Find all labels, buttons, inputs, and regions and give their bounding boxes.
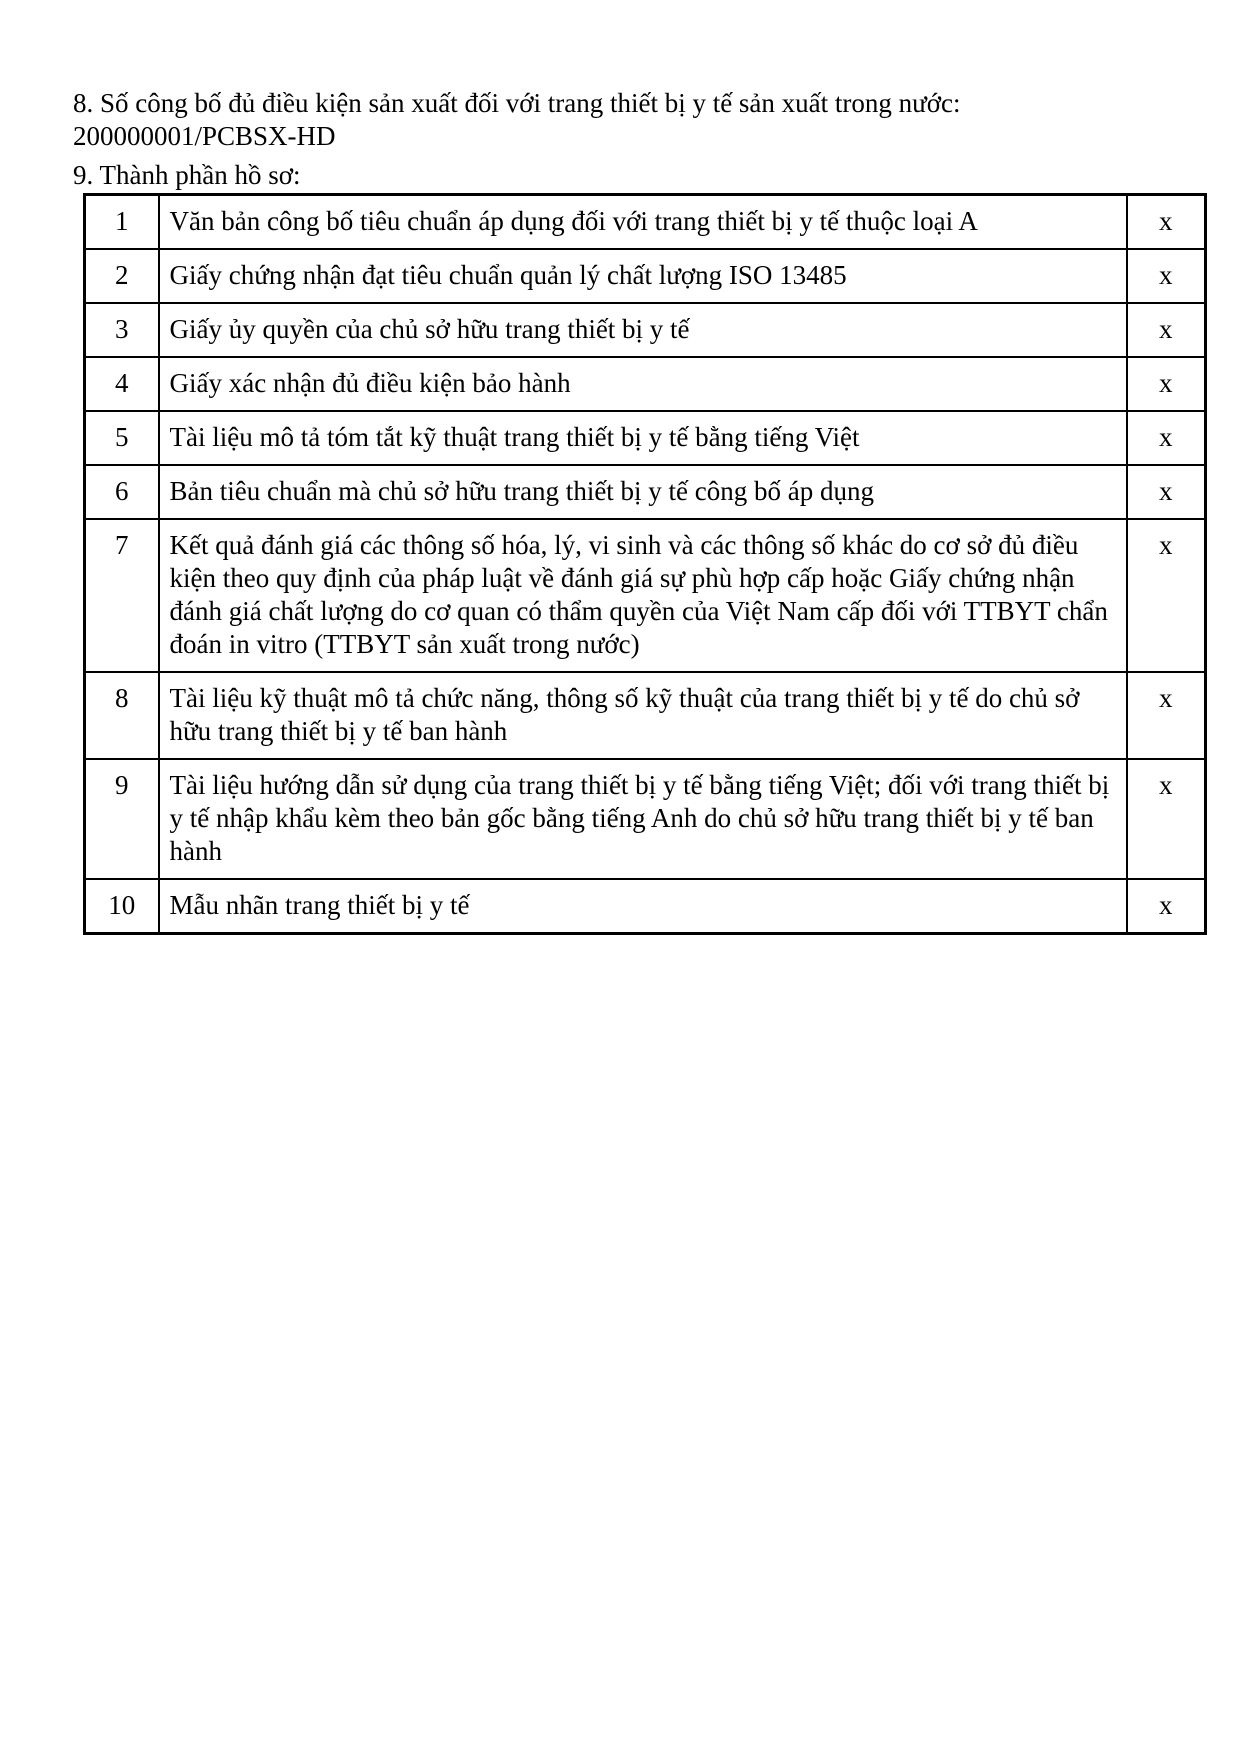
table-row <box>85 411 1206 465</box>
row-number-cell: 2 <box>85 249 159 303</box>
publication-number: 200000001/PCBSX-HD <box>73 121 336 151</box>
table-row <box>85 759 1206 879</box>
row-mark-cell: x <box>1127 759 1206 879</box>
row-number-cell: 8 <box>85 672 159 759</box>
section-8-heading <box>73 87 1204 153</box>
table-row <box>85 672 1206 759</box>
section-9-heading: 9. Thành phần hồ sơ: <box>73 160 301 190</box>
row-mark-cell: x <box>1127 411 1206 465</box>
row-description-cell: Giấy xác nhận đủ điều kiện bảo hành <box>159 357 1127 411</box>
row-mark-cell: x <box>1127 672 1206 759</box>
row-description-cell: Bản tiêu chuẩn mà chủ sở hữu trang thiết bị y tế công bố áp dụng <box>159 465 1127 519</box>
row-mark-cell: x <box>1127 249 1206 303</box>
row-number-cell: 10 <box>85 879 159 934</box>
row-mark-cell: x <box>1127 879 1206 934</box>
dossier-table-body <box>85 195 1206 934</box>
row-description-cell: Kết quả đánh giá các thông số hóa, lý, vi sinh và các thông số khác do cơ sở đủ điều kiện theo quy định của pháp luật về đánh giá sự phù hợp cấp hoặc Giấy chứng nhận đánh giá chất lượng do cơ quan có thẩm quyền của Việt Nam cấp đối với TTBYT chẩn đoán in vitro (TTBYT sản xuất trong nước) <box>159 519 1127 672</box>
row-number-cell: 5 <box>85 411 159 465</box>
section-8-text: 8. Số công bố đủ điều kiện sản xuất đối với trang thiết bị y tế sản xuất trong nước: <box>73 88 961 118</box>
row-number-cell: 6 <box>85 465 159 519</box>
table-row <box>85 249 1206 303</box>
table-row <box>85 879 1206 934</box>
row-mark-cell: x <box>1127 519 1206 672</box>
row-mark-cell: x <box>1127 195 1206 250</box>
table-row <box>85 357 1206 411</box>
row-number-cell: 7 <box>85 519 159 672</box>
table-row <box>85 465 1206 519</box>
row-description-cell: Giấy chứng nhận đạt tiêu chuẩn quản lý chất lượng ISO 13485 <box>159 249 1127 303</box>
table-row <box>85 303 1206 357</box>
row-description-cell: Tài liệu hướng dẫn sử dụng của trang thiết bị y tế bằng tiếng Việt; đối với trang thiết bị y tế nhập khẩu kèm theo bản gốc bằng tiếng Anh do chủ sở hữu trang thiết bị y tế ban hành <box>159 759 1127 879</box>
row-mark-cell: x <box>1127 357 1206 411</box>
row-description-cell: Mẫu nhãn trang thiết bị y tế <box>159 879 1127 934</box>
row-description-cell: Tài liệu mô tả tóm tắt kỹ thuật trang thiết bị y tế bằng tiếng Việt <box>159 411 1127 465</box>
row-mark-cell: x <box>1127 465 1206 519</box>
row-number-cell: 1 <box>85 195 159 250</box>
dossier-table <box>83 193 1207 935</box>
row-description-cell: Tài liệu kỹ thuật mô tả chức năng, thông số kỹ thuật của trang thiết bị y tế do chủ sở hữu trang thiết bị y tế ban hành <box>159 672 1127 759</box>
row-description-cell: Giấy ủy quyền của chủ sở hữu trang thiết bị y tế <box>159 303 1127 357</box>
row-number-cell: 3 <box>85 303 159 357</box>
table-row <box>85 519 1206 672</box>
row-number-cell: 4 <box>85 357 159 411</box>
row-mark-cell: x <box>1127 303 1206 357</box>
row-description-cell: Văn bản công bố tiêu chuẩn áp dụng đối với trang thiết bị y tế thuộc loại A <box>159 195 1127 250</box>
table-row <box>85 195 1206 250</box>
row-number-cell: 9 <box>85 759 159 879</box>
